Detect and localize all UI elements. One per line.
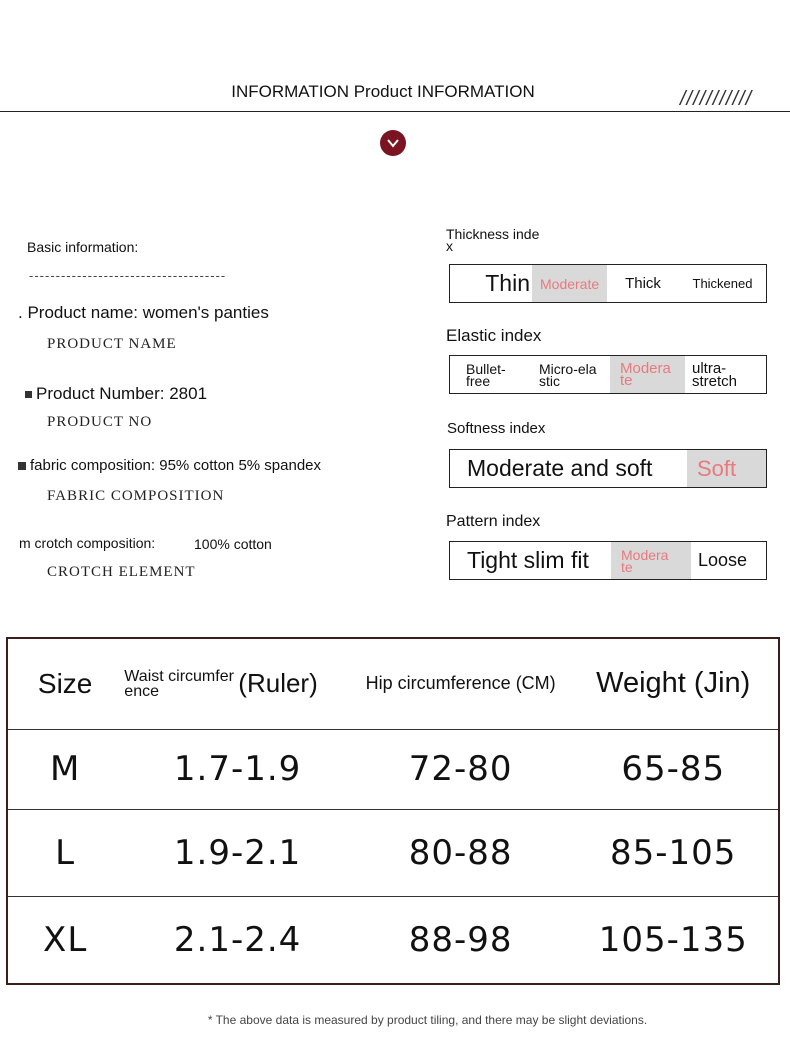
size-cell: M xyxy=(7,729,122,809)
waist-header: Waist circumference xyxy=(124,667,234,700)
basic-info-heading: Basic information: xyxy=(27,239,139,255)
fabric-row xyxy=(18,457,321,474)
thickness-index-scale xyxy=(449,264,767,303)
weight-header: Weight (Jin) xyxy=(596,667,751,700)
chevron-down-icon xyxy=(380,130,406,156)
product-number: Product Number: 2801 xyxy=(36,384,208,403)
product-name: . Product name: women's panties xyxy=(18,303,269,322)
size-cell: L xyxy=(7,809,122,896)
bullet-square-icon xyxy=(25,391,32,398)
weight-cell: 65-85 xyxy=(568,729,779,809)
elastic-index-scale xyxy=(449,355,767,394)
crotch-element-sub: CROTCH ELEMENT xyxy=(47,564,196,580)
hip-cell: 72-80 xyxy=(353,729,569,809)
table-row xyxy=(7,896,779,984)
softness-index-label: Softness index xyxy=(447,420,546,437)
page-title: INFORMATION Product INFORMATION xyxy=(231,82,535,101)
waist-cell: 2.1-2.4 xyxy=(122,896,353,984)
pattern-option-tight: Tight slim fit xyxy=(467,547,589,573)
fabric-composition: fabric composition: 95% cotton 5% spandex xyxy=(30,457,321,474)
elastic-option-bullet-free: Bullet-free xyxy=(466,360,506,389)
hip-header: Hip circumference (CM) xyxy=(365,673,556,694)
thickness-option-thickened: Thickened xyxy=(692,276,753,291)
elastic-option-micro-elastic: Micro-elastic xyxy=(539,360,597,389)
pattern-option-moderate: Moderate xyxy=(611,542,691,579)
waist-header-cell xyxy=(122,638,353,729)
size-cell: XL xyxy=(7,896,122,984)
header-divider xyxy=(0,111,790,112)
waist-unit-header: (Ruler) xyxy=(238,668,318,699)
fabric-composition-sub: FABRIC COMPOSITION xyxy=(47,488,225,504)
size-table xyxy=(6,637,780,985)
bullet-square-icon xyxy=(18,462,26,470)
crotch-label: m crotch composition: xyxy=(19,535,156,551)
softness-index-scale xyxy=(449,449,767,488)
table-row xyxy=(7,729,779,809)
thickness-index-label: Thickness index xyxy=(446,226,540,254)
waist-cell: 1.7-1.9 xyxy=(122,729,353,809)
waist-cell: 1.9-2.1 xyxy=(122,809,353,896)
info-divider: ------------------------------------- xyxy=(29,268,227,283)
weight-cell: 105-135 xyxy=(568,896,779,984)
product-name-sub: PRODUCT NAME xyxy=(47,336,177,352)
size-header: Size xyxy=(37,667,93,699)
product-number-row xyxy=(25,384,207,404)
thickness-option-thin: Thin xyxy=(485,270,530,296)
pattern-index-scale xyxy=(449,541,767,580)
product-number-sub: PRODUCT NO xyxy=(47,414,153,430)
elastic-option-moderate: Moderate xyxy=(610,356,685,393)
hip-cell: 88-98 xyxy=(353,896,569,984)
thickness-option-moderate: Moderate xyxy=(532,265,607,302)
elastic-option-ultra-stretch: ultra-stretch xyxy=(692,359,738,390)
pattern-option-loose: Loose xyxy=(698,550,748,570)
table-row xyxy=(7,809,779,896)
thickness-option-thick: Thick xyxy=(625,275,661,292)
measurement-footnote: * The above data is measured by product tiling, and there may be slight deviations. xyxy=(207,1013,648,1027)
weight-cell: 85-105 xyxy=(568,809,779,896)
softness-option-soft: Soft xyxy=(687,450,766,487)
pattern-index-label: Pattern index xyxy=(446,513,541,530)
decorative-slashes: /////////// xyxy=(680,88,753,110)
size-table-header xyxy=(7,638,779,729)
elastic-index-label: Elastic index xyxy=(446,326,542,345)
hip-cell: 80-88 xyxy=(353,809,569,896)
softness-option-moderate-soft: Moderate and soft xyxy=(467,455,653,481)
crotch-value: 100% cotton xyxy=(194,536,272,552)
